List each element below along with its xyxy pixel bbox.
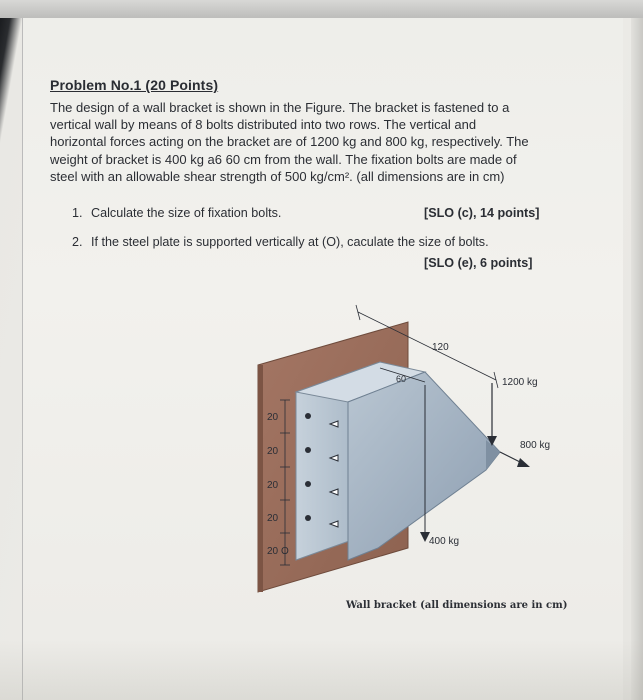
force-1200-label: 1200 kg (502, 377, 538, 388)
bolt (305, 447, 311, 453)
spacing-label: 20 (267, 412, 279, 423)
statement-line: vertical wall by means of 8 bolts distributed into two rows. The vertical and (50, 117, 477, 133)
photo-vignette (0, 640, 643, 700)
statement-line: horizontal forces acting on the bracket are of 1200 kg and 800 kg, respectively. The (50, 134, 529, 150)
spacing-label: 20 (267, 513, 279, 524)
force-1200-arrow (487, 383, 497, 446)
bracket-web (348, 372, 500, 560)
bolt (305, 515, 311, 521)
question-2-points: [SLO (e), 6 points] (424, 256, 533, 270)
dimension-60-label: 60 (396, 374, 407, 384)
bolt (305, 413, 311, 419)
problem-title: Problem No.1 (20 Points) (50, 77, 219, 93)
spacing-label: 20 (267, 480, 279, 491)
question-1-number: 1. (72, 206, 83, 220)
bolt (305, 481, 311, 487)
dimension-120-label: 120 (432, 342, 449, 353)
spacing-label: 20 (267, 546, 279, 557)
spacing-label: 20 (267, 446, 279, 457)
point-o-label: O (281, 546, 289, 557)
weight-label: 400 kg (429, 536, 460, 547)
statement-line: steel with an allowable shear strength of 500 kg/cm². (all dimensions are in cm) (50, 168, 505, 184)
statement-line: weight of bracket is 400 kg a6 60 cm from the wall. The fixation bolts are made of (50, 151, 517, 167)
question-1-text: Calculate the size of fixation bolts. (91, 206, 282, 220)
question-1-points: [SLO (c), 14 points] (424, 206, 540, 220)
force-800-arrow (500, 452, 530, 467)
question-2-number: 2. (72, 235, 83, 249)
question-2-text: If the steel plate is supported vertically at (O), caculate the size of bolts. (91, 235, 489, 249)
force-800-label: 800 kg (520, 440, 551, 451)
statement-line: The design of a wall bracket is shown in the Figure. The bracket is fastened to a (50, 100, 510, 115)
wall-side (258, 365, 263, 592)
figure-caption: Wall bracket (all dimensions are in cm) (346, 600, 568, 611)
